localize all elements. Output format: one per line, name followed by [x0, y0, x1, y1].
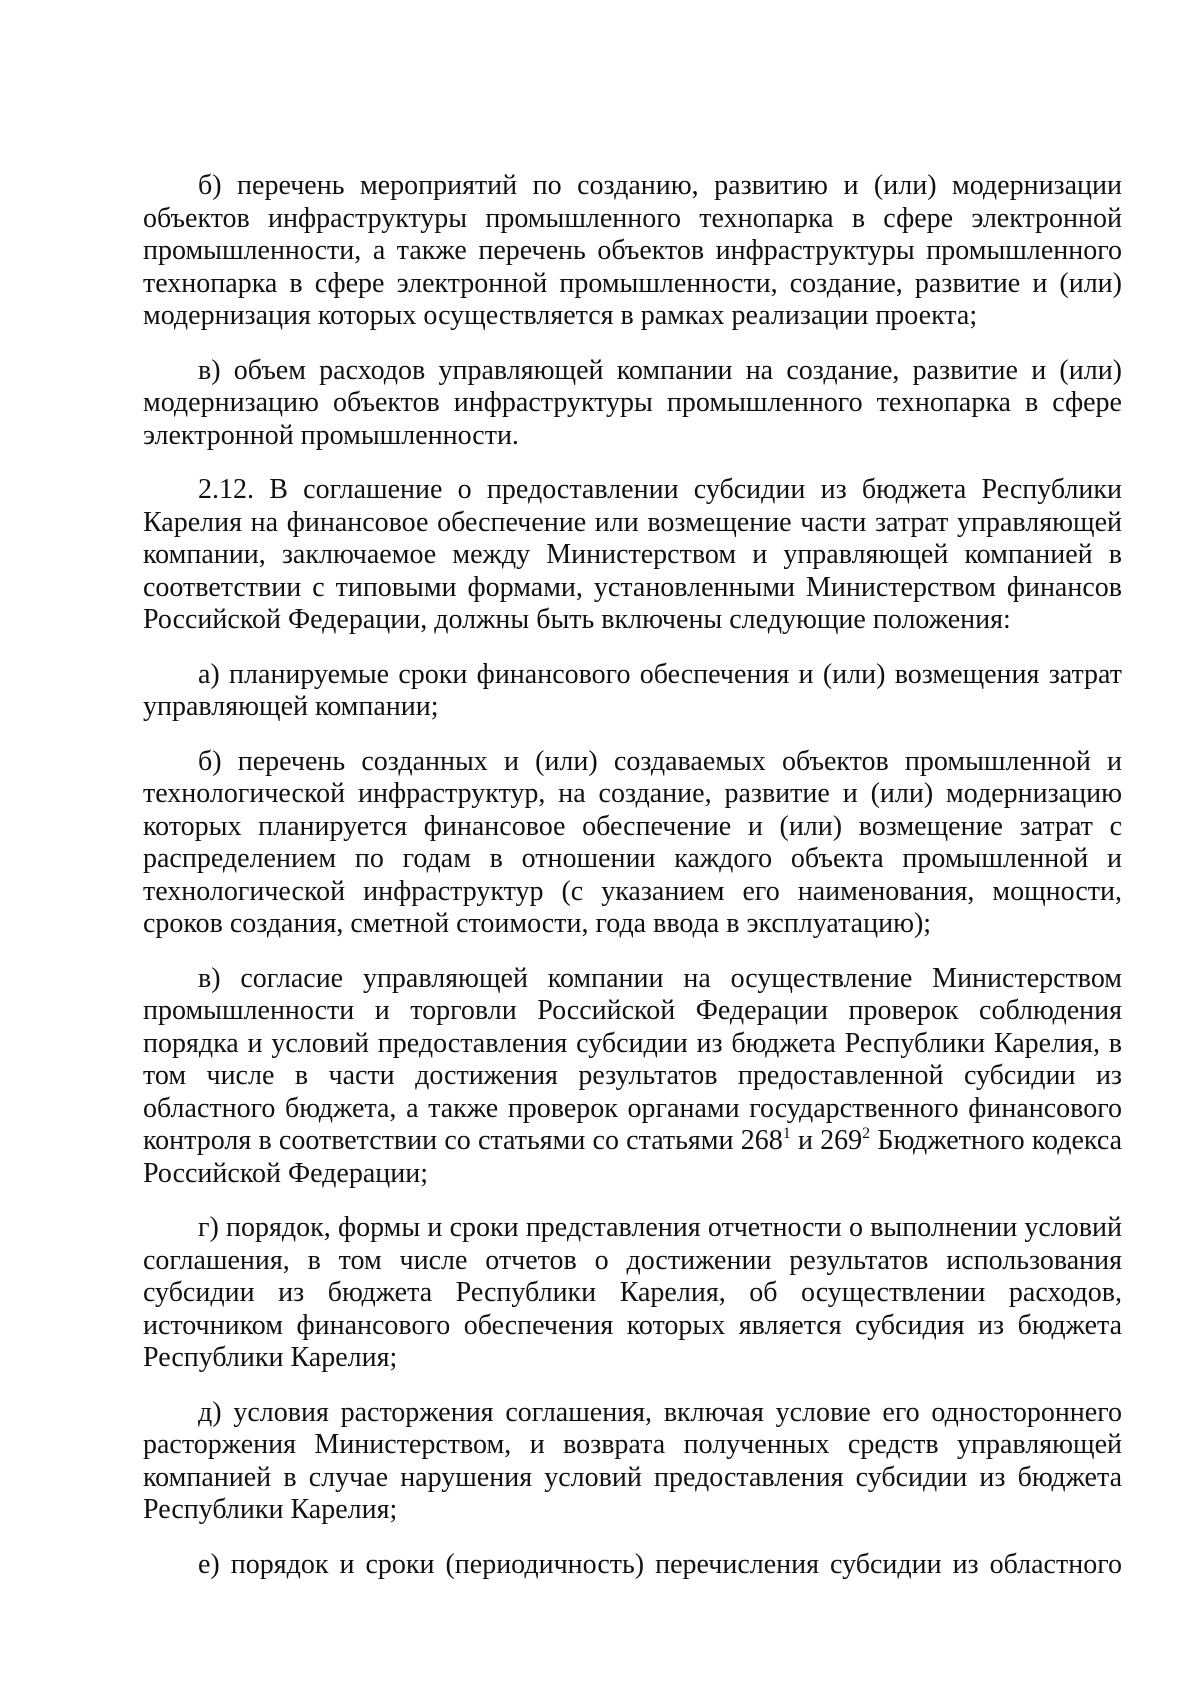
article-268-number: 268: [740, 1125, 783, 1156]
document-body: [143, 170, 1122, 1581]
paragraph-v-text-after: Бюджетного кодекса Российской Федерации;: [143, 1125, 1123, 1189]
paragraph-b-infrastructure-objects: б) перечень созданных и (или) создаваемых объектов промышленной и технологической инфраструктур, на создание, развитие и (или) модернизацию которых планируется финансовое обеспечение и (или) возмещение затрат с распределением по годам в отношении каждого объекта промышленной и технологической инфраструктур (с указанием его наименования, мощности, сроков создания, сметной стоимости, года ввода в эксплуатацию);: [143, 745, 1122, 939]
paragraph-v-consent-to-inspections: [143, 963, 1122, 1191]
article-268-superscript: 1: [782, 1125, 791, 1142]
paragraph-v-conjunction: и: [790, 1125, 821, 1156]
paragraph-a-planned-terms: а) планируемые сроки финансового обеспечения и (или) возмещения затрат управляющей компании;: [143, 658, 1122, 722]
paragraph-v-expense-volume: в) объем расходов управляющей компании на создание, развитие и (или) модернизацию объектов инфраструктуры промышленного технопарка в сфере электронной промышленности.: [143, 354, 1122, 451]
paragraph-d-termination-conditions: д) условия расторжения соглашения, включая условие его одностороннего расторжения Министерством, и возврата полученных средств управляющей компанией в случае нарушения условий предоставления субсидии из бюджета Республики Карелия;: [143, 1396, 1122, 1525]
article-269-number: 269: [820, 1125, 863, 1156]
paragraph-e-transfer-procedure: е) порядок и сроки (периодичность) перечисления субсидии из областного: [198, 1548, 1122, 1580]
paragraph-v-text-before: в) согласие управляющей компании на осуществление Министерством промышленности и торговли Российской Федерации проверок соблюдения порядка и условий предоставления субсидии из бюджета Республики Карелия, в том числе в части достижения результатов предоставленной субсидии из областного бюджета, а также проверок органами государственного финансового контроля в соответствии со статьями со статьями: [143, 962, 1122, 1156]
paragraph-2-12-agreement-provisions: 2.12. В соглашение о предоставлении субсидии из бюджета Республики Карелия на финансовое обеспечение или возмещение части затрат управляющей компании, заключаемое между Министерством и управляющей компанией в соответствии с типовыми формами, установленными Министерством финансов Российской Федерации, должны быть включены следующие положения:: [143, 474, 1122, 635]
paragraph-b-event-list: б) перечень мероприятий по созданию, развитию и (или) модернизации объектов инфраструктуры промышленного технопарка в сфере электронной промышленности, а также перечень объектов инфраструктуры промышленного технопарка в сфере электронной промышленности, создание, развитие и (или) модернизация которых осуществляется в рамках реализации проекта;: [143, 170, 1122, 331]
article-269-superscript: 2: [862, 1125, 871, 1142]
paragraph-g-reporting: г) порядок, формы и сроки представления отчетности о выполнении условий соглашения, в том числе отчетов о достижении результатов использования субсидии из бюджета Республики Карелия, об осуществлении расходов, источником финансового обеспечения которых является субсидия из бюджета Республики Карелия;: [143, 1212, 1122, 1373]
